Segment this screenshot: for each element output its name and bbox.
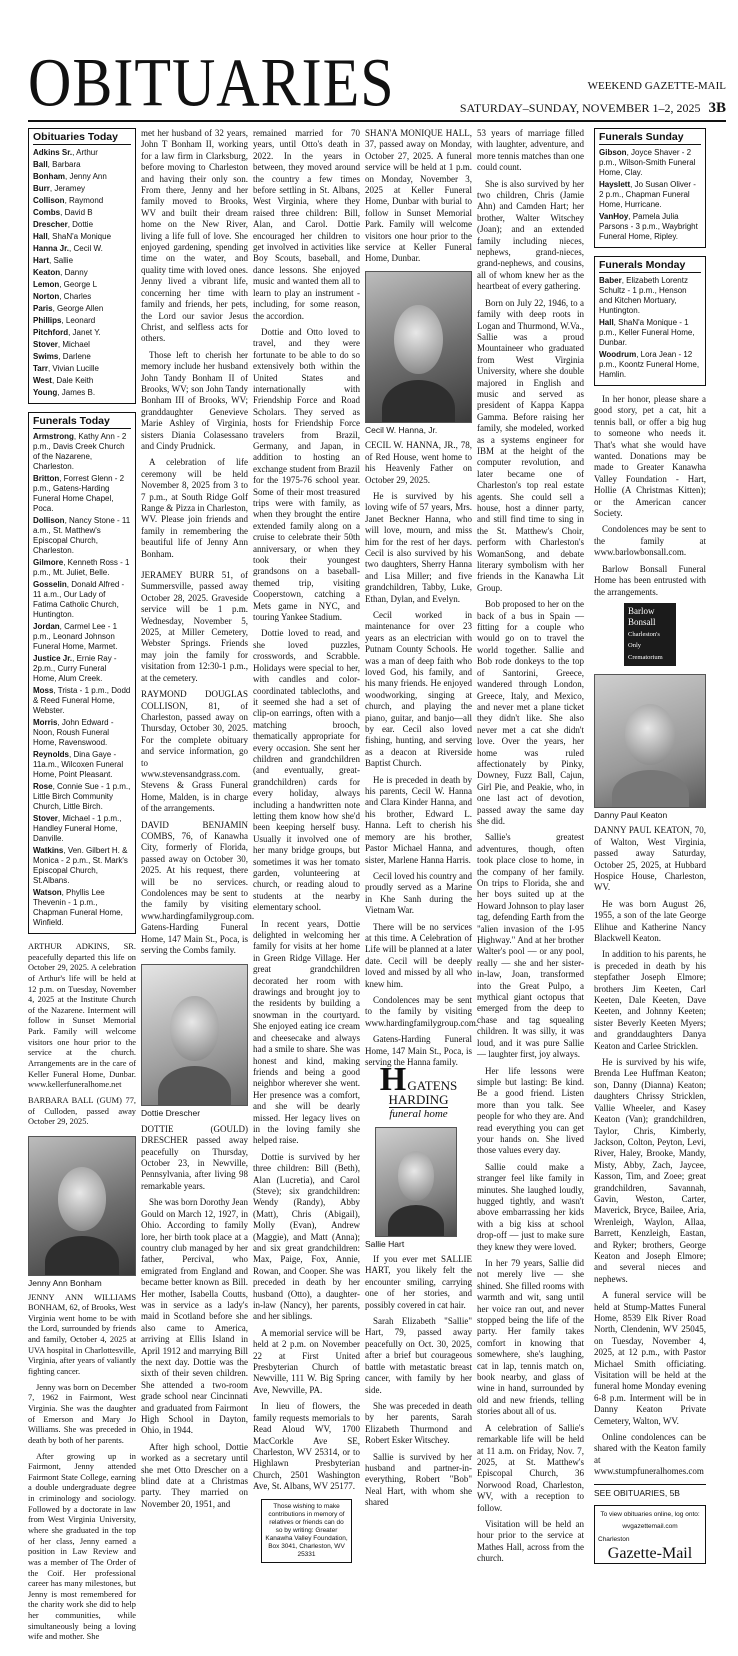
funeral-list-item: Stover, Michael - 1 p.m., Handley Funeral Home, Danville. <box>33 814 122 843</box>
obituary-list-item: Bonham, Jenny Ann <box>33 172 107 181</box>
obit-hanna-p3: Cecil worked in maintenance for over 23 years as an electrician with Putnam County Schools. He was a man of deep faith who loved God, his family, and his many friends. He enjoyed woodworking, singing at church, and playing the piano, guitar, and banjo—all by ear. Cecil also loved fishing, hunting, and serving as a deacon at Riverside Baptist Church. <box>365 609 472 769</box>
photo-jenny-bonham <box>28 1136 136 1276</box>
obit-hart-p2: Sarah Elizabeth "Sallie" Hart, 79, passed away peacefully on Oct. 30, 2025, after a brief but courageous battle with metastatic breast cancer, with family by her side. <box>365 1316 472 1395</box>
date-line <box>460 100 726 117</box>
obit-drescher-p9: A memorial service will be held at 2 p.m. on November 22 at First United Presbyterian Church of Newville, 111 W. Big Spring Ave, Newville, PA. <box>253 1327 360 1395</box>
column-3 <box>253 128 360 1569</box>
obit-hart-p13: A celebration of Sallie's remarkable life will be held at 11 a.m. on Friday, Nov. 7, 2025, at St. Matthew's Episcopal Church, 36 Norwood Road, Charleston, WV, with a reception to follow. <box>477 1422 584 1513</box>
obit-drescher: DOTTIE (GOULD) DRESCHER passed away peacefully on Thursday, October 23, in Newville, Pennsylvania, after living 98 remarkable years. <box>141 1123 248 1191</box>
obit-hart-p14: Visitation will be held an hour prior to the service at Mathes Hall, across from the church. <box>477 1518 584 1564</box>
funeral-list-item: Jordan, Carmel Lee - 1 p.m., Leonard Johnson Funeral Home, Marmet. <box>33 622 118 651</box>
caption-sallie-hart: Sallie Hart <box>365 1238 405 1249</box>
obit-collison: RAYMOND DOUGLAS COLLISON, 81, of Charleston, passed away on Thursday, October 30, 2025. For the complete obituary and service information, go to www.stevensandgrass.com. Stevens & Grass Funeral Home, Malden, is in charge of the arrangements. <box>141 689 248 814</box>
obit-hanna-p8: Gatens-Harding Funeral Home, 147 Main St., Poca, is serving the Hanna family. <box>365 1034 472 1067</box>
obit-hanna-p2: He is survived by his loving wife of 57 years, Mrs. Janet Beckner Hanna, who will love, mourn, and miss him for the rest of her days. Cecil is also survived by his two daughters, Sherry Hanna and Lisa Miller; and five grandchildren, Tabby, Luke, Ethan, Dylan, and Evelyn. <box>365 490 472 604</box>
see-more-link[interactable]: SEE OBITUARIES, 5B <box>594 1484 706 1499</box>
column-2 <box>141 128 255 1515</box>
funeral-list-item: Rose, Connie Sue - 1 p.m., Little Birch Community Church, Little Birch. <box>33 782 131 811</box>
obit-keaton-p6: Online condolences can be shared with the Keaton family at www.stumpfuneralhomes.com <box>594 1432 706 1477</box>
obituaries-today-list <box>33 148 131 398</box>
obituary-list-item: Collison, Raymond <box>33 196 104 205</box>
date-text: SATURDAY–SUNDAY, NOVEMBER 1–2, 2025 <box>459 101 701 115</box>
obituary-list-item: Norton, Charles <box>33 292 92 301</box>
obit-burr: JERAMEY BURR 51, of Summersville, passed away October 28, 2025. Graveside service will be 1 p.m. Wednesday, November 5, 2025, at Miller Cemetery, Webster Springs. Friends may join the family for visitation from 12:30-1 p.m., at the cemetery. <box>141 570 248 683</box>
obit-drescher-p2: She was born Dorothy Jean Gould on March 12, 1927, in Ohio. According to family lore, her birth took place at a country club managed by her father, Percival, who emigrated from England and became better known as Bill. Her mother, Isabella Coutts, was in service as a lady's maid in Scotland before she also came to America, arriving at Ellis Island in April 1912 and marrying Bill the next day. Dottie was the sixth of their seven children. She attended a two-room grade school near Cincinnati and graduated from Fairmont High School in Dayton, Ohio, in 1944. <box>141 1197 248 1436</box>
funerals-today-title: Funerals Today <box>33 416 131 429</box>
gazette-mail-logo: Gazette-Mail <box>607 1545 693 1563</box>
header-rule <box>28 120 726 122</box>
column-4 <box>365 128 479 1514</box>
barlow-name: Barlow Bonsall <box>628 605 656 628</box>
obit-hart-p11: Sallie could make a stranger feel like family in minutes. She laughed loudly, hugged tightly, and wasn't above embarrassing her kids with a big kiss at school drop-off — just to make sure they knew they were loved. <box>477 1161 584 1252</box>
obit-hanna-p4: He is preceded in death by his parents, Cecil W. Hanna and Clara Kinder Hanna, and his brother, Edward L. Hanna. Left to cherish his memory are his brother, Pastor Michael Hanna, and sister, Marlene Hanna Harris. <box>365 774 472 865</box>
obituary-list-item: Burr, Jeramey <box>33 184 86 193</box>
column-5 <box>477 128 584 1570</box>
logo-gatens: GATENS <box>407 1078 458 1094</box>
obit-keaton-p2: He was born August 26, 1955, a son of the late George Elihue and Katherine Nancy Blackwell Keaton. <box>594 898 706 943</box>
obit-hall: SHAN'A MONIQUE HALL, 37, passed away on Monday, October 27, 2025. A funeral service will be held at 1 p.m. on Monday, November 3, 2025 at Keller Funeral Home, Dunbar with burial to follow in Sunset Memorial Park. Family will welcome visitors one hour prior to the service at Keller Funeral Home, Dunbar. <box>365 128 472 264</box>
funerals-monday-title: Funerals Monday <box>599 260 701 273</box>
funeral-list-item: Gosselin, Donald Alfred - 11 a.m., Our Lady of Fatima Catholic Church, Huntington. <box>33 580 125 619</box>
obit-hanna: CECIL W. HANNA, JR., 78, of Red House, went home to his Heavenly Father on October 29, 2025. <box>365 440 472 485</box>
obituary-list-item: Combs, David B <box>33 208 93 217</box>
memorial-notice: Those wishing to make contributions in memory of relatives or friends can do so by writing: Greater Kanawha Valley Foundation, Box 3041, Charleston, WV 25331 <box>261 1499 352 1563</box>
obit-keaton: DANNY PAUL KEATON, 70, of Walton, West Virginia, passed away Saturday, October 25, 2025, at Hubbard Hospice House, Charleston, WV. <box>594 825 706 893</box>
obit-drescher-p7: In recent years, Dottie delighted in welcoming her family for visits at her home in Green Ridge Village. Her great grandchildren decorated her room with drawings and brought joy to the residents by building a snowman in the courtyard. She enjoyed eating ice cream and cheesecake and always had a smile to share. She was honest and kind, making friends and being a good neighbor wherever she went. Her presence was a comfort, and she will be dearly missed. Her legacy lives on in the loving family she helped raise. <box>253 918 360 1146</box>
barlow-bonsall-logo <box>624 603 676 666</box>
obituary-list-item: Hart, Sallie <box>33 256 74 265</box>
funeral-list-item: Moss, Trista - 1 p.m., Dodd & Reed Funeral Home, Webster. <box>33 686 131 715</box>
obit-hart-p6: She is also survived by her two children, Chris (Jamie Ahn) and Camden Hart; her brother, Walter Witschey (Joan); and an extended family including nieces, nephews, grand-nieces, grand-nephews, and cousins, all of whom knew her as the heartbeat of every gathering. <box>477 178 584 292</box>
caption-cecil-hanna: Cecil W. Hanna, Jr. <box>365 424 438 435</box>
logo-h-mark: H <box>379 1061 406 1099</box>
funeral-list-item: VanHoy, Pamela Julia Parsons - 3 p.m., Waybright Funeral Home, Ripley. <box>599 212 698 241</box>
funeral-list-item: Britton, Forrest Glenn - 2 p.m., Gatens-Harding Funeral Home Chapel, Poca. <box>33 474 125 513</box>
obituary-list-item: Phillips, Leonard <box>33 316 96 325</box>
funeral-list-item: Reynolds, Dina Gaye - 11a.m., Wilcoxen Funeral Home, Point Pleasant. <box>33 750 124 779</box>
funerals-sunday-title: Funerals Sunday <box>599 132 701 145</box>
obit-hart-p16: Condolences may be sent to the family at www.barlowbonsall.com. <box>594 524 706 558</box>
logo-subtitle: funeral home <box>389 1108 448 1121</box>
obit-bonham-p6: A celebration of life ceremony will be held November 8, 2025 from 3 to 7 p.m., at South Ridge Golf Range & Pizza in Charleston, WV. Please join friends and family in remembering the beautiful life of Jenny Ann Bonham. <box>141 457 248 559</box>
column-1 <box>28 128 136 1648</box>
publication-name: WEEKEND GAZETTE-MAIL <box>587 80 726 92</box>
obit-drescher-p6: Dottie loved to read, and she loved puzzles, crosswords, and Scrabble. Holidays were special to her, with candles and color-coordinated tablecloths, and it seemed she had a set of clip-on earrings, often with a matching brooch, thematically appropriate for every occasion. She sent her children and grandchildren (and eventually, great-grandchildren) cards for every holiday, always including a handwritten note letting them know how she'd been keeping herself busy. Usually it involved one of her many bridge groups, but sometimes it was her tomato garden, volunteering at church, or reading aloud to students at the nearby elementary school. <box>253 628 360 913</box>
funeral-list-item: Armstrong, Kathy Ann - 2 p.m., Davis Creek Church of the Nazarene, Charleston. <box>33 432 127 471</box>
obituary-list-item: Lemon, George L <box>33 280 98 289</box>
obit-hart-p4: Sallie is survived by her husband and partner-in-everything, Robert "Bob" Neal Hart, with whom she shared <box>365 1451 472 1508</box>
obit-hanna-p5: Cecil loved his country and proudly served as a Marine in Khe Sanh during the Vietnam War. <box>365 870 472 916</box>
funeral-list-item: Justice Jr., Ernie Ray - 2p.m., Curry Funeral Home, Alum Creek. <box>33 654 117 683</box>
obit-hart-p17: Barlow Bonsall Funeral Home has been entrusted with the arrangements. <box>594 563 706 597</box>
funeral-list-item: Woodrum, Lora Jean - 12 p.m., Koontz Funeral Home, Hamlin. <box>599 350 700 379</box>
obituary-list-item: Tarr, Vivian Lucille <box>33 364 99 373</box>
funeral-list-item: Hall, ShaN'a Monique - 1 p.m., Keller Funeral Home, Dunbar. <box>599 318 695 347</box>
obit-hart-p15: In her honor, please share a good story, pet a cat, hit a tennis ball, or offer a big hug to someone who needs it. That's what she would have wanted. Donations may be made to Greater Kanawha Valley Foundation - Hart, Hollie (A Christmas Kitten); or the American cancer Society. <box>594 394 706 519</box>
obit-keaton-p3: In addition to his parents, he is preceded in death by his stepfather Joseph Elmore; brothers Jim Keeten, Carl Keeten, Dale Keeten, Dave Keeten, and Johnny Keeten; sister Beverly Keeten Myers; and granddaughters Danya Keaton and Carlee Stricklen. <box>594 949 706 1051</box>
obit-hanna-p7: Condolences may be sent to the family by visiting www.hardingfamilygroup.com. <box>365 994 479 1028</box>
funeral-list-item: Watson, Phyllis Lee Thevenin - 1 p.m., Chapman Funeral Home, Winfield. <box>33 888 123 927</box>
gazette-mail-city: Charleston <box>598 1535 630 1543</box>
obit-bonham: JENNY ANN WILLIAMS BONHAM, 62, of Brooks, West Virginia went home to be with the Lord, surrounded by friends and family, October 4, 2025 at UVA hospital in Charlottesville, Virginia, after years of valiantly fighting cancer. <box>28 1292 136 1377</box>
obituary-list-item: Keaton, Danny <box>33 268 88 277</box>
obituaries-today-box <box>28 128 136 404</box>
obit-adkins: ARTHUR ADKINS, SR. peacefully departed this life on October 29, 2025. A celebration of Arthur's life will be held at 12 p.m. on Tuesday, November 4, 2025 at the Institute Church of the Nazarene. Interment will follow in Sunset Memorial Park. Family will welcome visitors one hour prior to the service at the church. Arrangements are in the care of Keller Funeral Home, Dunbar. www.kellerfuneralhome.net <box>28 942 136 1090</box>
obituary-list-item: Swims, Darlene <box>33 352 91 361</box>
photo-cecil-hanna <box>365 271 472 423</box>
obituaries-today-title: Obituaries Today <box>33 132 131 145</box>
gazette-mail-promo-text: To view obituaries online, log onto: wvgazettemail.com <box>600 1511 700 1530</box>
column-6 <box>594 128 706 1564</box>
funerals-sunday-box <box>594 128 706 248</box>
funeral-list-item: Baber, Elizabeth Lorentz Schultz - 1 p.m., Henson and Kitchen Mortuary, Huntington. <box>599 276 688 315</box>
funeral-list-item: Dollison, Nancy Stone - 11 a.m., St. Matthew's Episcopal Church, Charleston. <box>33 516 131 555</box>
obituary-list-item: Adkins Sr., Arthur <box>33 148 98 157</box>
obit-keaton-p4: He is survived by his wife, Brenda Lee Huffman Keaton; son, Danny (Dianna) Keaton; daughters Chrissy Stricklen, Vallie Wheeler, and Kasey Keaton (Van); grandchildren, Taylor, Chris, Kimberly, Jackson, Colton, Peyton, Levi, River, Haley, Brooke, Mandy, Misty, Abby, Zach, Jaycee, Kasson, Tim, and Zoee; great grandchildren, Savannah, Gavin, Weston, Carter, Maverick, Bryce, Bailee, Aria, Wrenleigh, Waylon, Allaa, Barrett, Kenzleigh, Eastan, and Ryker; brothers, George Keaton and Joseph Elmore; and several nieces and nephews. <box>594 1057 706 1284</box>
obituary-list-item: West, Dale Keith <box>33 376 94 385</box>
obit-drescher-p8: Dottie is survived by her three children: Bill (Beth), Alan (Lucretia), and Carol (Steve); six grandchildren: Wendy (Randy), Abby (Matt), Chris (Abigail), Molly (Evan), Andrew (Maggie), and Matt (Anna); and six great grandchildren: Max, Paige, Fox, Annie, Rowan, and Cooper. She was preceded in death by her husband (Otto), a daughter-in-law (Nancy), her parents, and her siblings. <box>253 1151 360 1322</box>
photo-sallie-hart <box>375 1127 457 1237</box>
funeral-list-item: Watkins, Ven. Gilbert H. & Monica - 2 p.m., St. Mark's Episcopal Church, St.Albans. <box>33 846 128 885</box>
obit-ball: BARBARA BALL (GUM) 77, of Culloden, passed away October 29, 2025. <box>28 1095 136 1127</box>
caption-jenny-bonham: Jenny Ann Bonham <box>28 1277 102 1288</box>
obituary-list-item: Hall, ShaN'a Monique <box>33 232 112 241</box>
barlow-subtitle: Charleston's Only Crematorium <box>628 630 663 661</box>
caption-danny-keaton: Danny Paul Keaton <box>594 809 668 820</box>
obituary-list-item: Hanna Jr., Cecil W. <box>33 244 103 253</box>
funerals-monday-box <box>594 256 706 386</box>
obituary-list-item: Paris, George Allen <box>33 304 104 313</box>
obit-bonham-p2: Jenny was born on December 7, 1962 in Fairmont, West Virginia. She was the daughter of Emerson and Mary Jo Williams. She was preceded in death by both of her parents. <box>28 1382 136 1445</box>
obit-hart-p5: 53 years of marriage filled with laughter, adventure, and more tennis matches than one could count. <box>477 128 584 173</box>
gazette-mail-promo <box>594 1505 706 1564</box>
logo-harding: HARDING <box>388 1091 449 1107</box>
obituary-list-item: Stover, Michael <box>33 340 90 349</box>
obit-hart-p12: In her 79 years, Sallie did not merely live — she shined. She filled rooms with warmth and wit, sang until her voice ran out, and never stopped being the life of the party. Her family takes comfort in knowing that somewhere, she's laughing, cat in lap, tennis match on, book nearby, and glass of wine in hand, surrounded by old and new friends, telling stories about all of us. <box>477 1258 584 1417</box>
obit-hanna-p6: There will be no services at this time. A Celebration of Life will be planned at a later date. Cecil will be deeply loved and missed by all who knew him. <box>365 921 472 989</box>
obituary-list-item: Pitchford, Janet Y. <box>33 328 101 337</box>
photo-dottie-drescher <box>141 964 248 1106</box>
gatens-harding-logo <box>365 1061 472 1121</box>
funerals-monday-list <box>599 276 701 380</box>
funeral-list-item: Gilmore, Kenneth Ross - 1 p.m., Mt. Juliet, Belle. <box>33 558 130 577</box>
caption-dottie-drescher: Dottie Drescher <box>141 1108 201 1119</box>
obit-hart-p8: Bob proposed to her on the back of a bus in Spain — fitting for a couple who would go on to travel the world together. Sallie and Bob rode donkeys to the top of Santorini, Greece, wandered through London, Greece, Italy, and Mexico, and never met a plane ticket they didn't like. She also never met a cat she didn't love. Over the years, her home was ruled affectionately by Pinky, Downey, Fuzz Ball, Cajun, Girl Pie, and Peakie, who, in one last act of devotion, passed away the same day she did. <box>477 599 584 826</box>
obit-drescher-p10: In lieu of flowers, the family requests memorials to Read Aloud WV, 1700 MacCorkle Ave SE, Charleston, WV 25314, or to Highlawn Presbyterian Church, 2501 Washington Ave, St. Albans, WV 25177. <box>253 1401 360 1492</box>
funeral-list-item: Gibson, Joyce Shaver - 2 p.m., Wilson-Smith Funeral Home, Clay. <box>599 148 696 177</box>
obit-hart-p3: She was preceded in death by her parents, Sarah Elizabeth Thurmond and Robert Esker Witschey. <box>365 1400 472 1446</box>
obit-bonham-p3: After growing up in Fairmont, Jenny attended Fairmont State College, earning a double undergraduate degree in criminology and sociology. Followed by a doctorate in law from West Virginia University, where she graduated in the top of her class, Jenny earned a position in Law Review and was a member of The Order of the Coif. Her professional career has many milestones, but Jenny is most remembered for the charity work she did to help her communities, while simultaneously being a loving wife and mother. She <box>28 1451 136 1642</box>
obit-bonham-p4: met her husband of 32 years, John T Bonham II, working for a law firm in Clarksburg, before moving to Charleston and having their only son. From there, Jenny and her family moved to Brooks, WV and built their dream home on the New River, living a life full of love. She enjoyed gardening, spending time on the water, and quality time with loved ones. Jenny lived a vibrant life, concerning her time with family and friends, her pets, the Lord our savior Jesus Christ, and selfless acts for others. <box>141 128 248 344</box>
obit-hart-p7: Born on July 22, 1946, to a family with deep roots in Logan and Thurmond, W.Va., Sallie was a proud Mountaineer who graduated from West Virginia University, where she double majored in English and music and served as president of Kappa Kappa Gamma. Before raising her family, she modeled, worked as a systems engineer for IBM at the height of the computer revolution, and later became one of Charleston's top real estate agents. She could sell a house, host a dinner party, and still find time to sing in the St. Matthew's Choir, perform with Charleston's WomanSong, and debate literary symbolism with her friends in the Kanawha Lit Group. <box>477 297 584 593</box>
funerals-today-list <box>33 432 131 928</box>
masthead-title: OBITUARIES <box>28 44 395 121</box>
obit-keaton-p5: A funeral service will be held at Stump-Mattes Funeral Home, 8539 Elk River Road North, Clendenin, WV 25045, on Tuesday, November 4, 2025, at 12 p.m., with Pastor Michael Smith officiating. Visitation will be held at the funeral home Monday evening 6-8 p.m. Interment will be in Danny Keaton Private Cemetery, Walton, WV. <box>594 1290 706 1426</box>
page-number: 3B <box>708 100 726 116</box>
photo-danny-keaton <box>594 674 706 808</box>
obit-bonham-p5: Those left to cherish her memory include her husband John Tandy Bonham II of Brooks, WV; son John Tandy Bonham III of Brooks, WV; granddaughter Genevieve Marie Ashley of Virginia, sisters Diania Colasessano and Cindy Prudnick. <box>141 349 248 451</box>
obit-hart-p9: Sallie's greatest adventures, though, often took place close to home, in the company of her family. On trips to Florida, she and her boys suited up at the Howard Johnson to play laser tag, defending Earth from the "alien invasion of the I-95 Highway." And at her brother Walter's pool — or any pool, really — she and her sister-in-law, Joan, transformed into the Great Pulpo, a mythical giant octopus that emerged from the deep to chase and tag squealing children. It was silly, it was loud, and it was pure Sallie — laughter first, joy always. <box>477 832 584 1060</box>
obit-drescher-p5: Dottie and Otto loved to travel, and they were fortunate to be able to do so extensively both within the United States and internationally with Friendship Force and Road Scholars. They served as hosts for Friendship Force travelers from Brazil, Germany, and Japan, in addition to hosting an exchange student from Brazil for the 1975-76 school year. Some of their most treasured trips were with family, as when they brought the entire extended family along on a cruise to celebrate their 50th anniversary, or when they took their youngest grandsons on a baseball-themed trip, visiting Cooperstown, catching a Mets game in NYC, and touring Yankee Stadium. <box>253 326 360 623</box>
obit-combs: DAVID BENJAMIN COMBS, 76, of Kanawha City, formerly of Florida, passed away on October 30, 2025. At his request, there will be no services. Condolences may be sent to the family by visiting www.hardingfamilygroup.com. Gatens-Harding Funeral Home, 147 Main St., Poca, is serving the Combs family. <box>141 819 255 956</box>
obit-drescher-p3: After high school, Dottie worked as a secretary until she met Otto Drescher on a blind date at a Christmas party. They married on November 20, 1951, and <box>141 1441 248 1509</box>
obituary-list-item: Drescher, Dottie <box>33 220 94 229</box>
funeral-list-item: Morris, John Edward - Noon, Roush Funeral Home, Ravenswood. <box>33 718 114 747</box>
obit-hart: If you ever met SALLIE HART, you likely felt the encounter smiling, carrying one of her stories, and possibly covered in cat hair. <box>365 1254 472 1310</box>
funeral-list-item: Hayslett, Jo Susan Oliver - 2 p.m., Chapman Funeral Home, Hurricane. <box>599 180 696 209</box>
obituary-list-item: Ball, Barbara <box>33 160 81 169</box>
obituary-list-item: Young, James B. <box>33 388 96 397</box>
funerals-sunday-list <box>599 148 701 242</box>
obit-hart-p10: Her life lessons were simple but lasting: Be kind. Be a good friend. Listen more than you talk. See people for who they are. And read everything you can get your hands on. She lived those values every day. <box>477 1065 584 1156</box>
funerals-today-box <box>28 412 136 934</box>
obit-drescher-p4: remained married for 70 years, until Otto's death in 2022. In the years in between, they moved around the country a few times before settling in St. Albans, West Virginia, where they raised three children: Bill, Alan, and Carol. Dottie encouraged her children to get involved in activities like Boy Scouts, baseball, and dance lessons. She enjoyed music and wanted them all to learn to play an instrument - including, for some reason, the accordion. <box>253 128 360 321</box>
